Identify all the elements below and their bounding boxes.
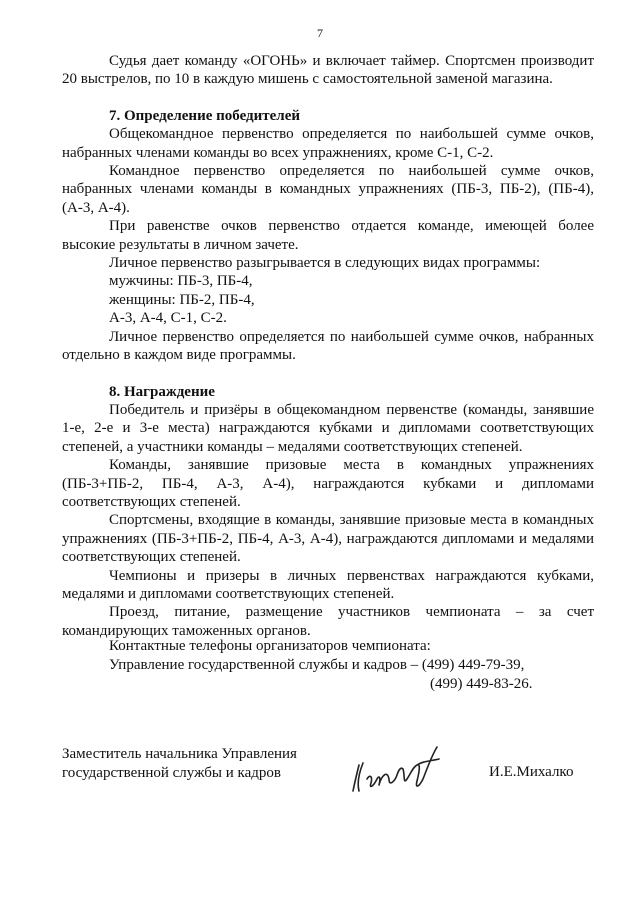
program-list-item: А-3, А-4, С-1, С-2. [109,310,227,327]
section-7-paragraph-3: При равенстве очков первенство отдается команде, имеющей более высокие результаты в личном зачете. [62,218,594,253]
intro-paragraph: Судья дает команду «ОГОНЬ» и включает таймер. Спортсмен производит 20 выстрелов, по 10 в каждую мишень с самостоятельной заменой магазина. [62,53,594,88]
section-8-heading: 8. Награждение [109,383,215,400]
program-list-item: женщины: ПБ-2, ПБ-4, [109,291,255,308]
signature-block [62,745,602,815]
section-7-paragraph-4: Личное первенство разыгрывается в следующих видах программы: [109,255,541,272]
program-list-item: мужчины: ПБ-3, ПБ-4, [109,273,253,290]
contacts-title: Контактные телефоны организаторов чемпионата: [109,638,431,654]
section-8-paragraph-1: Победитель и призёры в общекомандном первенстве (команды, занявшие 1-е, 2-е и 3-е места) награждаются кубками и дипломами соответствующих степеней, а участники команды – медалями соответствующих степеней. [62,401,594,455]
section-8-paragraph-2: Команды, занявшие призовые места в командных упражнениях (ПБ-3+ПБ-2, ПБ-4, А-3, А-4), награждаются кубками и дипломами соответствующих степеней. [62,457,594,510]
section-7-paragraph-5: Личное первенство определяется по наибольшей сумме очков, набранных отдельно в каждом виде программы. [62,328,594,364]
section-7-paragraph-2: Командное первенство определяется по наибольшей сумме очков, набранных членами команды в командных упражнениях (ПБ-3, ПБ-2), (ПБ-4), (А-3, А-4). [62,163,594,216]
signer-name: И.Е.Михалко [489,764,574,780]
section-7-paragraph-1: Общекомандное первенство определяется по наибольшей сумме очков, набранных членами команды во всех упражнениях, кроме С-1, С-2. [62,126,594,161]
contacts-phone-2: (499) 449-83-26. [430,676,533,692]
section-8-paragraph-3: Спортсмены, входящие в команды, занявшие призовые места в командных упражнениях (ПБ-3+ПБ-2, ПБ-4, А-3, А-4), награждаются дипломами и медалями соответствующих степеней. [62,512,594,566]
signer-title-line-1: Заместитель начальника Управления [62,746,297,762]
document-body [62,52,594,640]
section-8-paragraph-4: Чемпионы и призеры в личных первенствах награждаются кубками, медалями и дипломами соответствующих степеней. [62,567,594,602]
section-7-heading: 7. Определение победителей [109,107,301,124]
contacts-phone-1: Управление государственной службы и кадров – (499) 449-79-39, [109,657,525,673]
contacts-block [109,637,609,694]
page-number: 7 [317,26,323,40]
handwritten-signature [347,739,442,799]
signer-title-line-2: государственной службы и кадров [62,765,281,781]
section-8-paragraph-5: Проезд, питание, размещение участников чемпионата – за счет командирующих таможенных органов. [62,604,594,639]
